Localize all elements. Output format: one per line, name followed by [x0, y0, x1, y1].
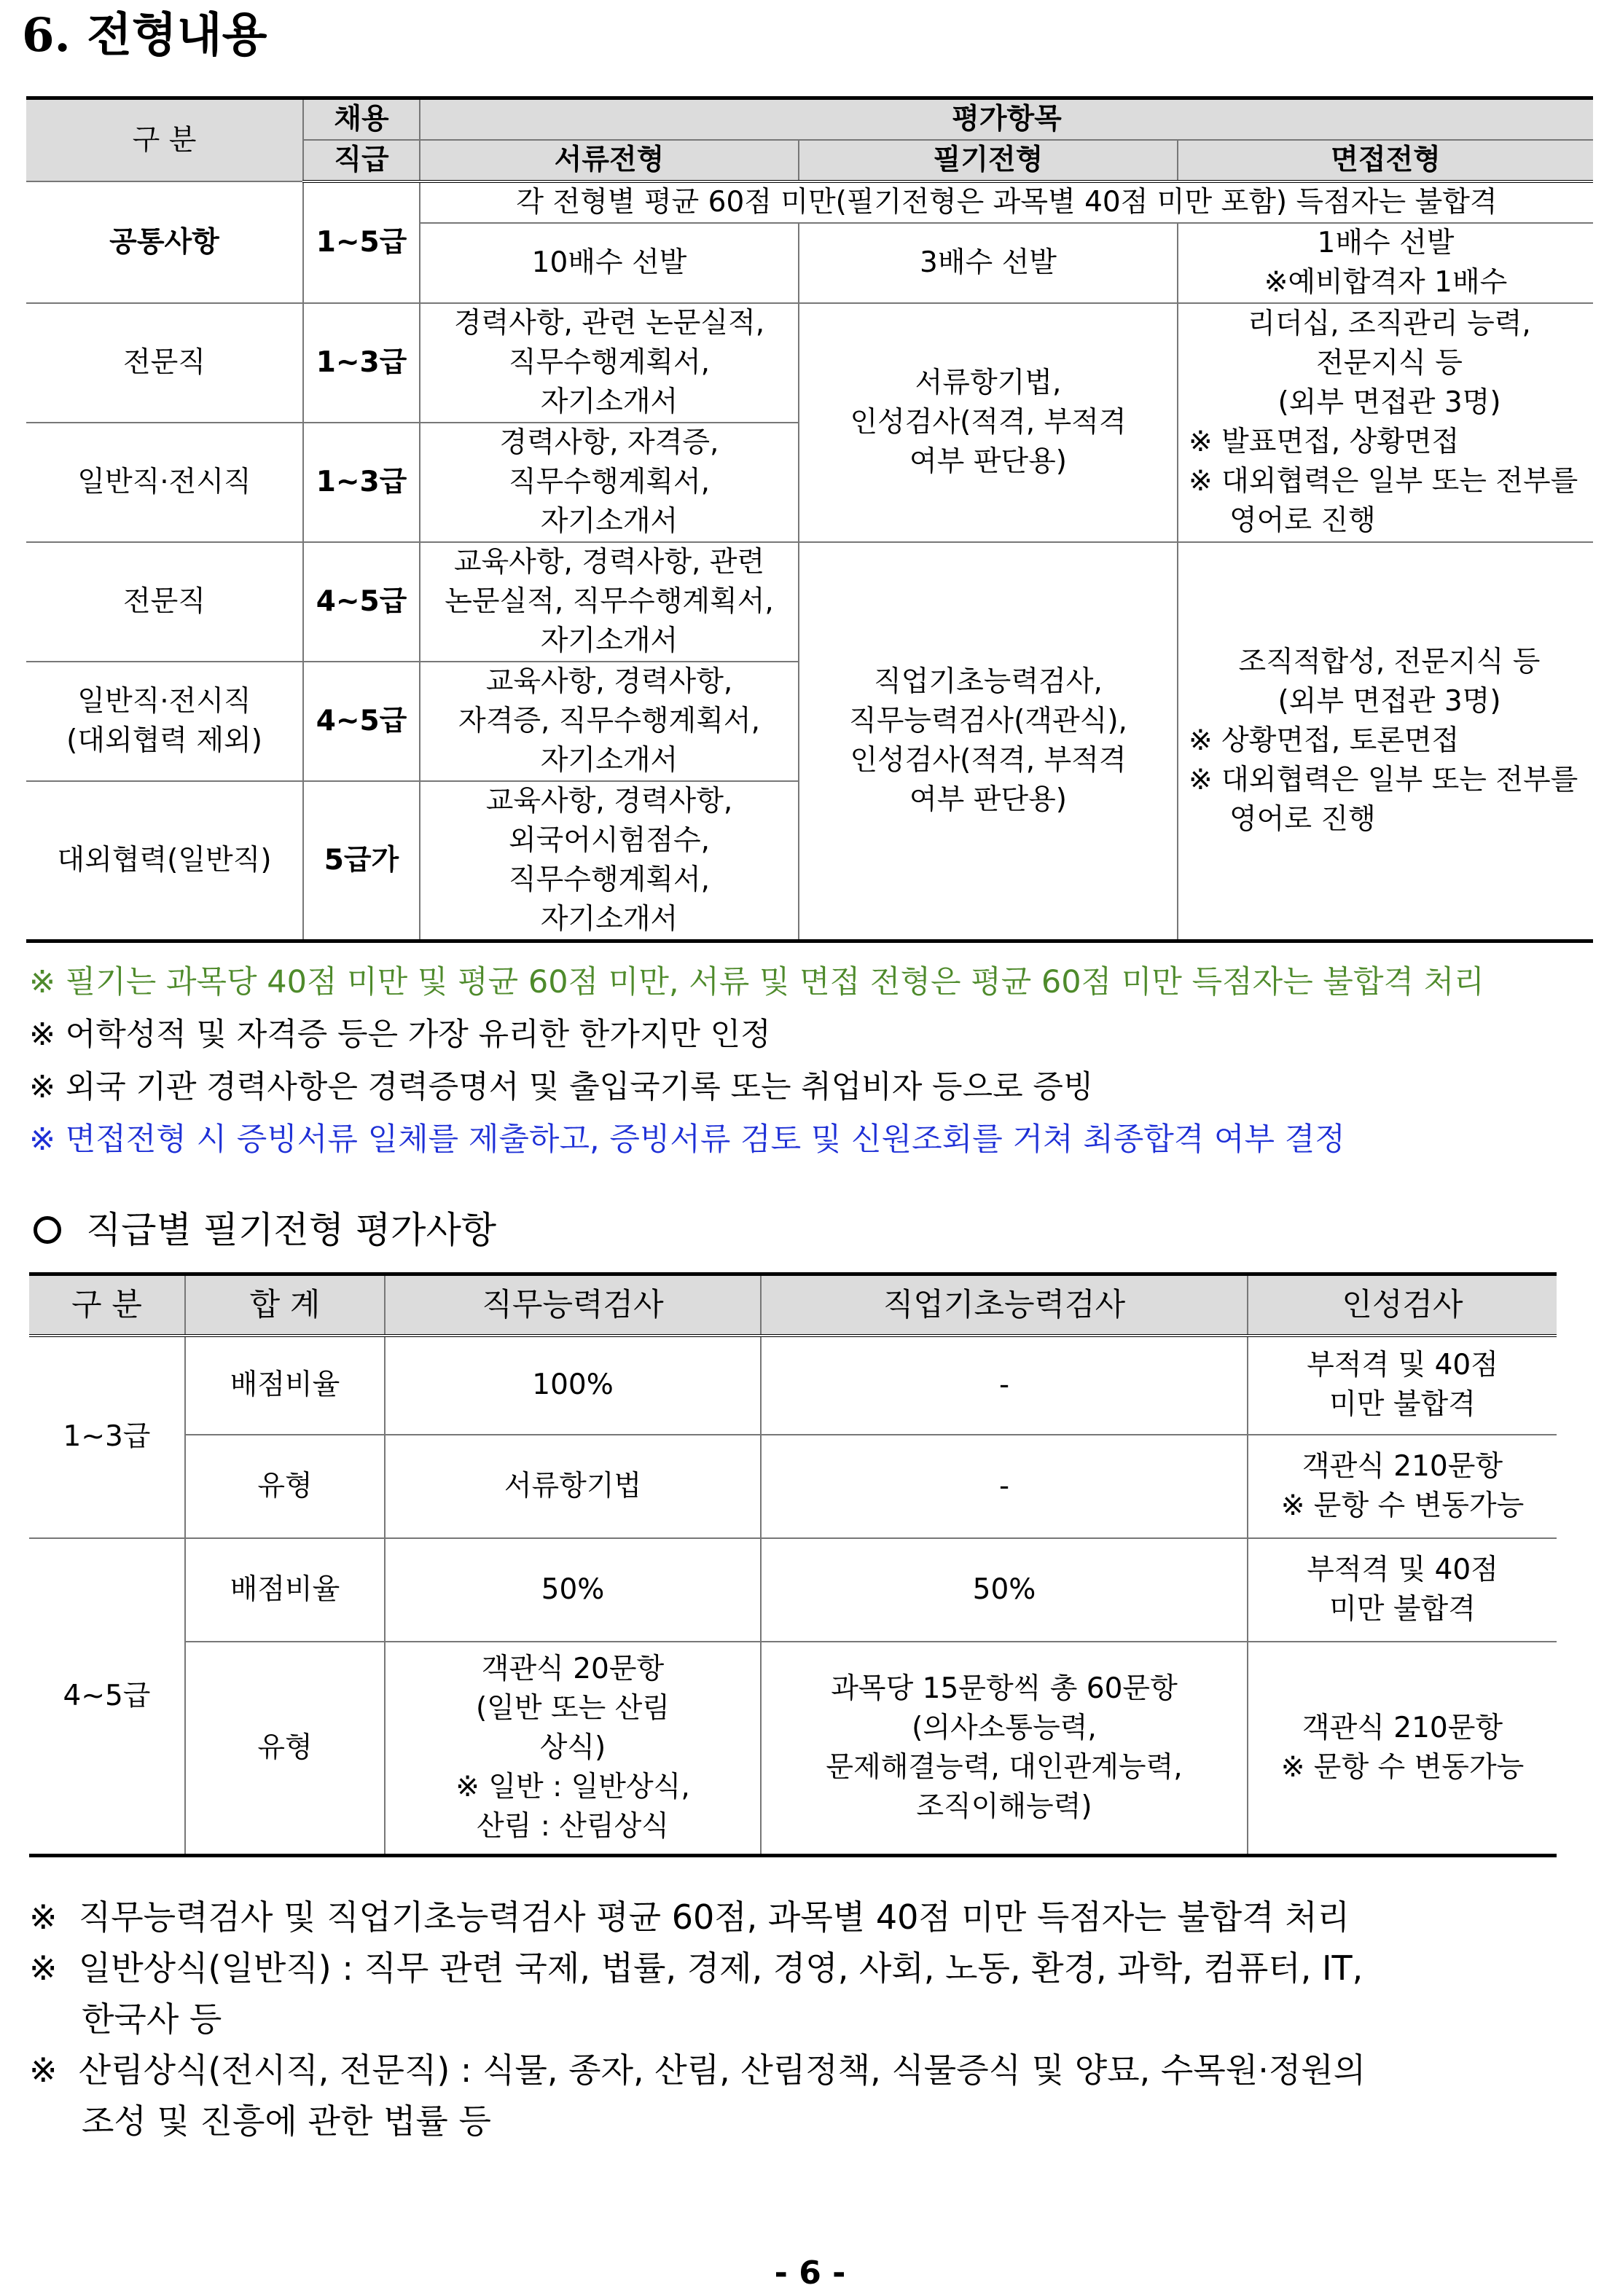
note-line: ※ 필기는 과목당 40점 미만 및 평균 60점 미만, 서류 및 면접 전형은 평균 60점 미만 득점자는 불합격 처리: [29, 964, 1484, 1000]
header-doc: 서류전형: [420, 140, 799, 181]
g45-ratio-label: 배점비율: [185, 1538, 385, 1642]
g45-label: 4~5급: [29, 1538, 185, 1856]
t2-header-category: 구 분: [29, 1274, 185, 1336]
row-gen13-grade: 1~3급: [303, 423, 420, 542]
written-45: 직업기초능력검사, 직무능력검사(객관식), 인성검사(적격, 부적격 여부 판단용): [799, 542, 1178, 941]
row-pro13-grade: 1~3급: [303, 303, 420, 423]
note-line: ※ 일반상식(일반직) : 직무 관련 국제, 법률, 경제, 경영, 사회, 노동, 환경, 과학, 컴퓨터, IT, 한국사 등: [29, 1948, 1363, 2039]
g13-type-basic: -: [761, 1435, 1248, 1538]
notes-written-test: [29, 1892, 1596, 2147]
row-gen13-doc: 경력사항, 자격증, 직무수행계획서, 자기소개서: [420, 423, 799, 542]
header-written: 필기전형: [799, 140, 1178, 181]
circle-bullet-icon: [34, 1216, 61, 1244]
row-gen45-label: 일반직·전시직 (대외협력 제외): [26, 662, 303, 781]
row-gen45-doc: 교육사항, 경력사항, 자격증, 직무수행계획서, 자기소개서: [420, 662, 799, 781]
g13-label: 1~3급: [29, 1336, 185, 1538]
note-line: ※ 외국 기관 경력사항은 경력증명서 및 출입국기록 또는 취업비자 등으로 증빙: [29, 1069, 1094, 1105]
note-line: ※ 직무능력검사 및 직업기초능력검사 평균 60점, 과목별 40점 미만 득점자는 불합격 처리: [29, 1897, 1350, 1937]
header-grade-2: 직급: [303, 140, 420, 181]
g45-ratio-job: 50%: [385, 1538, 761, 1642]
t2-header-personality: 인성검사: [1248, 1274, 1557, 1336]
g13-type-label: 유형: [185, 1435, 385, 1538]
sub-heading: [34, 1201, 496, 1259]
t2-header-job: 직무능력검사: [385, 1274, 761, 1336]
row-ext5-grade: 5급가: [303, 781, 420, 941]
g45-ratio-basic: 50%: [761, 1538, 1248, 1642]
g13-type-job: 서류항기법: [385, 1435, 761, 1538]
row-ext5-label: 대외협력(일반직): [26, 781, 303, 941]
row-gen45-grade: 4~5급: [303, 662, 420, 781]
g45-type-personality: 객관식 210문항 ※ 문항 수 변동가능: [1248, 1642, 1557, 1856]
row-pro45-label: 전문직: [26, 542, 303, 662]
selection-table: [26, 96, 1593, 943]
row-gen13-label: 일반직·전시직: [26, 423, 303, 542]
header-grade-1: 채용: [303, 98, 420, 141]
g45-type-basic: 과목당 15문항씩 총 60문항 (의사소통능력, 문제해결능력, 대인관계능력, 조직이해능력): [761, 1642, 1248, 1856]
g13-type-personality: 객관식 210문항 ※ 문항 수 변동가능: [1248, 1435, 1557, 1538]
written-test-table: [29, 1272, 1557, 1857]
common-written: 3배수 선발: [799, 223, 1178, 303]
row-pro45-doc: 교육사항, 경력사항, 관련 논문실적, 직무수행계획서, 자기소개서: [420, 542, 799, 662]
row-pro13-label: 전문직: [26, 303, 303, 423]
g13-ratio-job: 100%: [385, 1336, 761, 1435]
row-pro45-grade: 4~5급: [303, 542, 420, 662]
common-interview: 1배수 선발 ※예비합격자 1배수: [1178, 223, 1593, 303]
note-line: ※ 어학성적 및 자격증 등은 가장 유리한 한가지만 인정: [29, 1016, 771, 1053]
page-heading: 6. 전형내용: [22, 8, 267, 63]
row-common-grade: 1~5급: [303, 181, 420, 303]
g13-ratio-label: 배점비율: [185, 1336, 385, 1435]
g45-type-job: 객관식 20문항 (일반 또는 산림 상식) ※ 일반 : 일반상식, 산림 : 산림상식: [385, 1642, 761, 1856]
written-13: 서류항기법, 인성검사(적격, 부적격 여부 판단용): [799, 303, 1178, 542]
g13-ratio-basic: -: [761, 1336, 1248, 1435]
t2-header-basic: 직업기초능력검사: [761, 1274, 1248, 1336]
interview-45: 조직적합성, 전문지식 등 (외부 면접관 3명) ※ 상황면접, 토론면접 ※ 대외협력은 일부 또는 전부를 영어로 진행: [1178, 542, 1593, 941]
common-span-note: 각 전형별 평균 60점 미만(필기전형은 과목별 40점 미만 포함) 득점자는 불합격: [420, 181, 1593, 223]
note-line: ※ 산림상식(전시직, 전문직) : 식물, 종자, 산림, 산림정책, 식물증식 및 양묘, 수목원·정원의 조성 및 진흥에 관한 법률 등: [29, 2050, 1366, 2141]
t2-header-total: 합 계: [185, 1274, 385, 1336]
g13-ratio-personality: 부적격 및 40점 미만 불합격: [1248, 1336, 1557, 1435]
g45-type-label: 유형: [185, 1642, 385, 1856]
header-category: 구 분: [26, 98, 303, 182]
g45-ratio-personality: 부적격 및 40점 미만 불합격: [1248, 1538, 1557, 1642]
sub-heading-text: 직급별 필기전형 평가사항: [86, 1209, 497, 1251]
page-number: - 6 -: [774, 2254, 846, 2292]
row-common-label: 공통사항: [26, 181, 303, 303]
note-line: ※ 면접전형 시 증빙서류 일체를 제출하고, 증빙서류 검토 및 신원조회를 거쳐 최종합격 여부 결정: [29, 1121, 1345, 1158]
header-eval: 평가항목: [420, 98, 1593, 141]
interview-13: 리더십, 조직관리 능력, 전문지식 등 (외부 면접관 3명) ※ 발표면접, 상황면접 ※ 대외협력은 일부 또는 전부를 영어로 진행: [1178, 303, 1593, 542]
common-doc: 10배수 선발: [420, 223, 799, 303]
notes-selection: [29, 956, 1596, 1166]
row-pro13-doc: 경력사항, 관련 논문실적, 직무수행계획서, 자기소개서: [420, 303, 799, 423]
row-ext5-doc: 교육사항, 경력사항, 외국어시험점수, 직무수행계획서, 자기소개서: [420, 781, 799, 941]
header-interview: 면접전형: [1178, 140, 1593, 181]
